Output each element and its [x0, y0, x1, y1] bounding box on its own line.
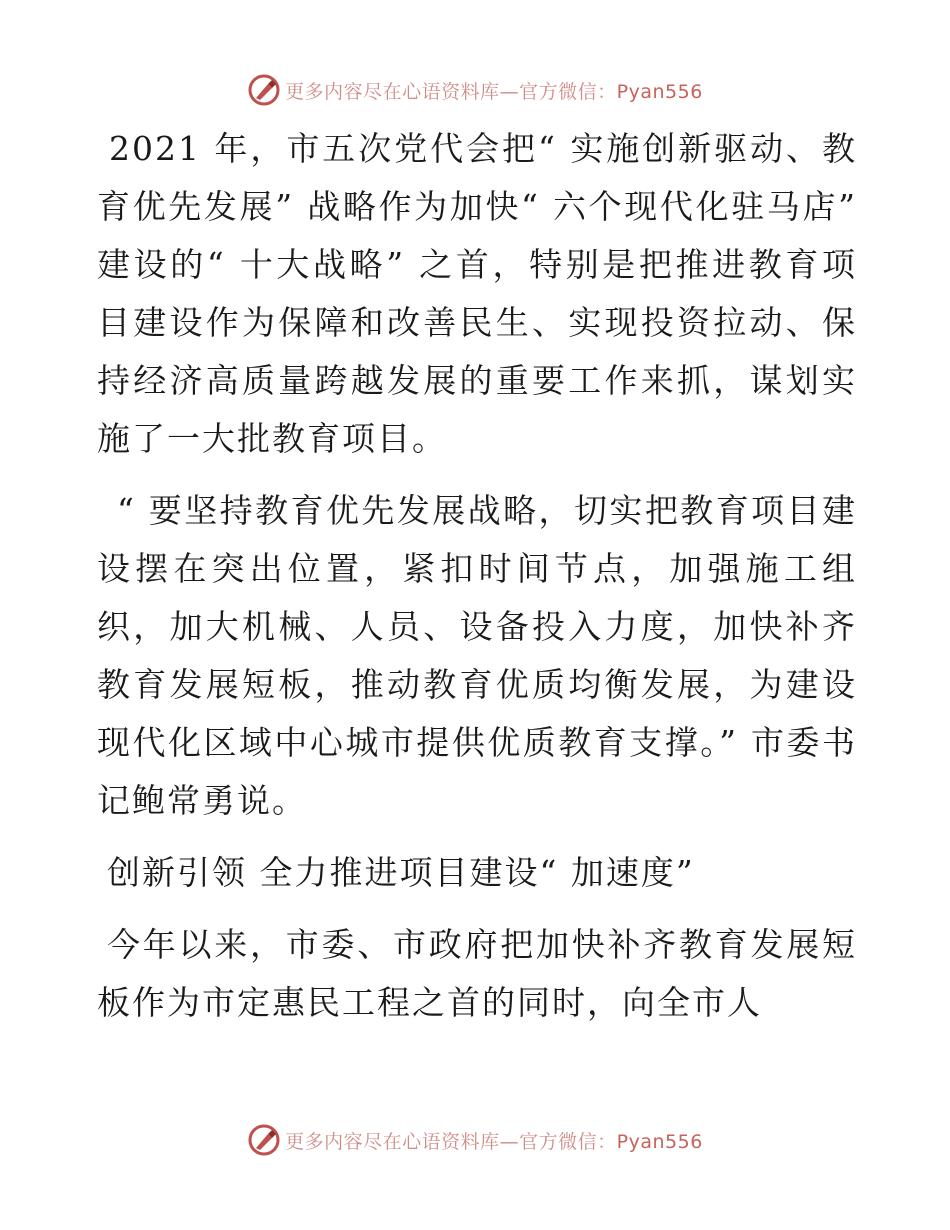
paragraph-3: 今年以来，市委、市政府把加快补齐教育发展短板作为市定惠民工程之首的同时，向全市人: [97, 925, 857, 1022]
document-body: [97, 120, 857, 1032]
paragraph-2: “ 要坚持教育优先发展战略，切实把教育项目建设摆在突出位置，紧扣时间节点，加强施工组织，加大机械、人员、设备投入力度，加快补齐教育发展短板，推动教育优质均衡发展，为建设现代化区域中心城市提供优质教育支撑。” 市委书记鲍常勇说。: [97, 491, 857, 820]
pen-nib-logo-icon: [247, 1123, 281, 1157]
pen-nib-logo-icon: [247, 73, 281, 107]
footer-watermark: [0, 1120, 950, 1160]
watermark-text: 更多内容尽在心语资料库—官方微信：Pyan556: [285, 80, 703, 103]
paragraph-1: 2021 年，市五次党代会把“ 实施创新驱动、教育优先发展” 战略作为加快“ 六个现代化驻马店” 建设的“ 十大战略” 之首，特别是把推进教育项目建设作为保障和改善民生、实现投资拉动、保持经济高质量跨越发展的重要工作来抓，谋划实施了一大批教育项目。: [97, 129, 857, 458]
watermark-text: 更多内容尽在心语资料库—官方微信：Pyan556: [285, 1130, 703, 1153]
header-watermark: [0, 70, 950, 110]
section-heading: 创新引领 全力推进项目建设“ 加速度”: [107, 853, 695, 892]
